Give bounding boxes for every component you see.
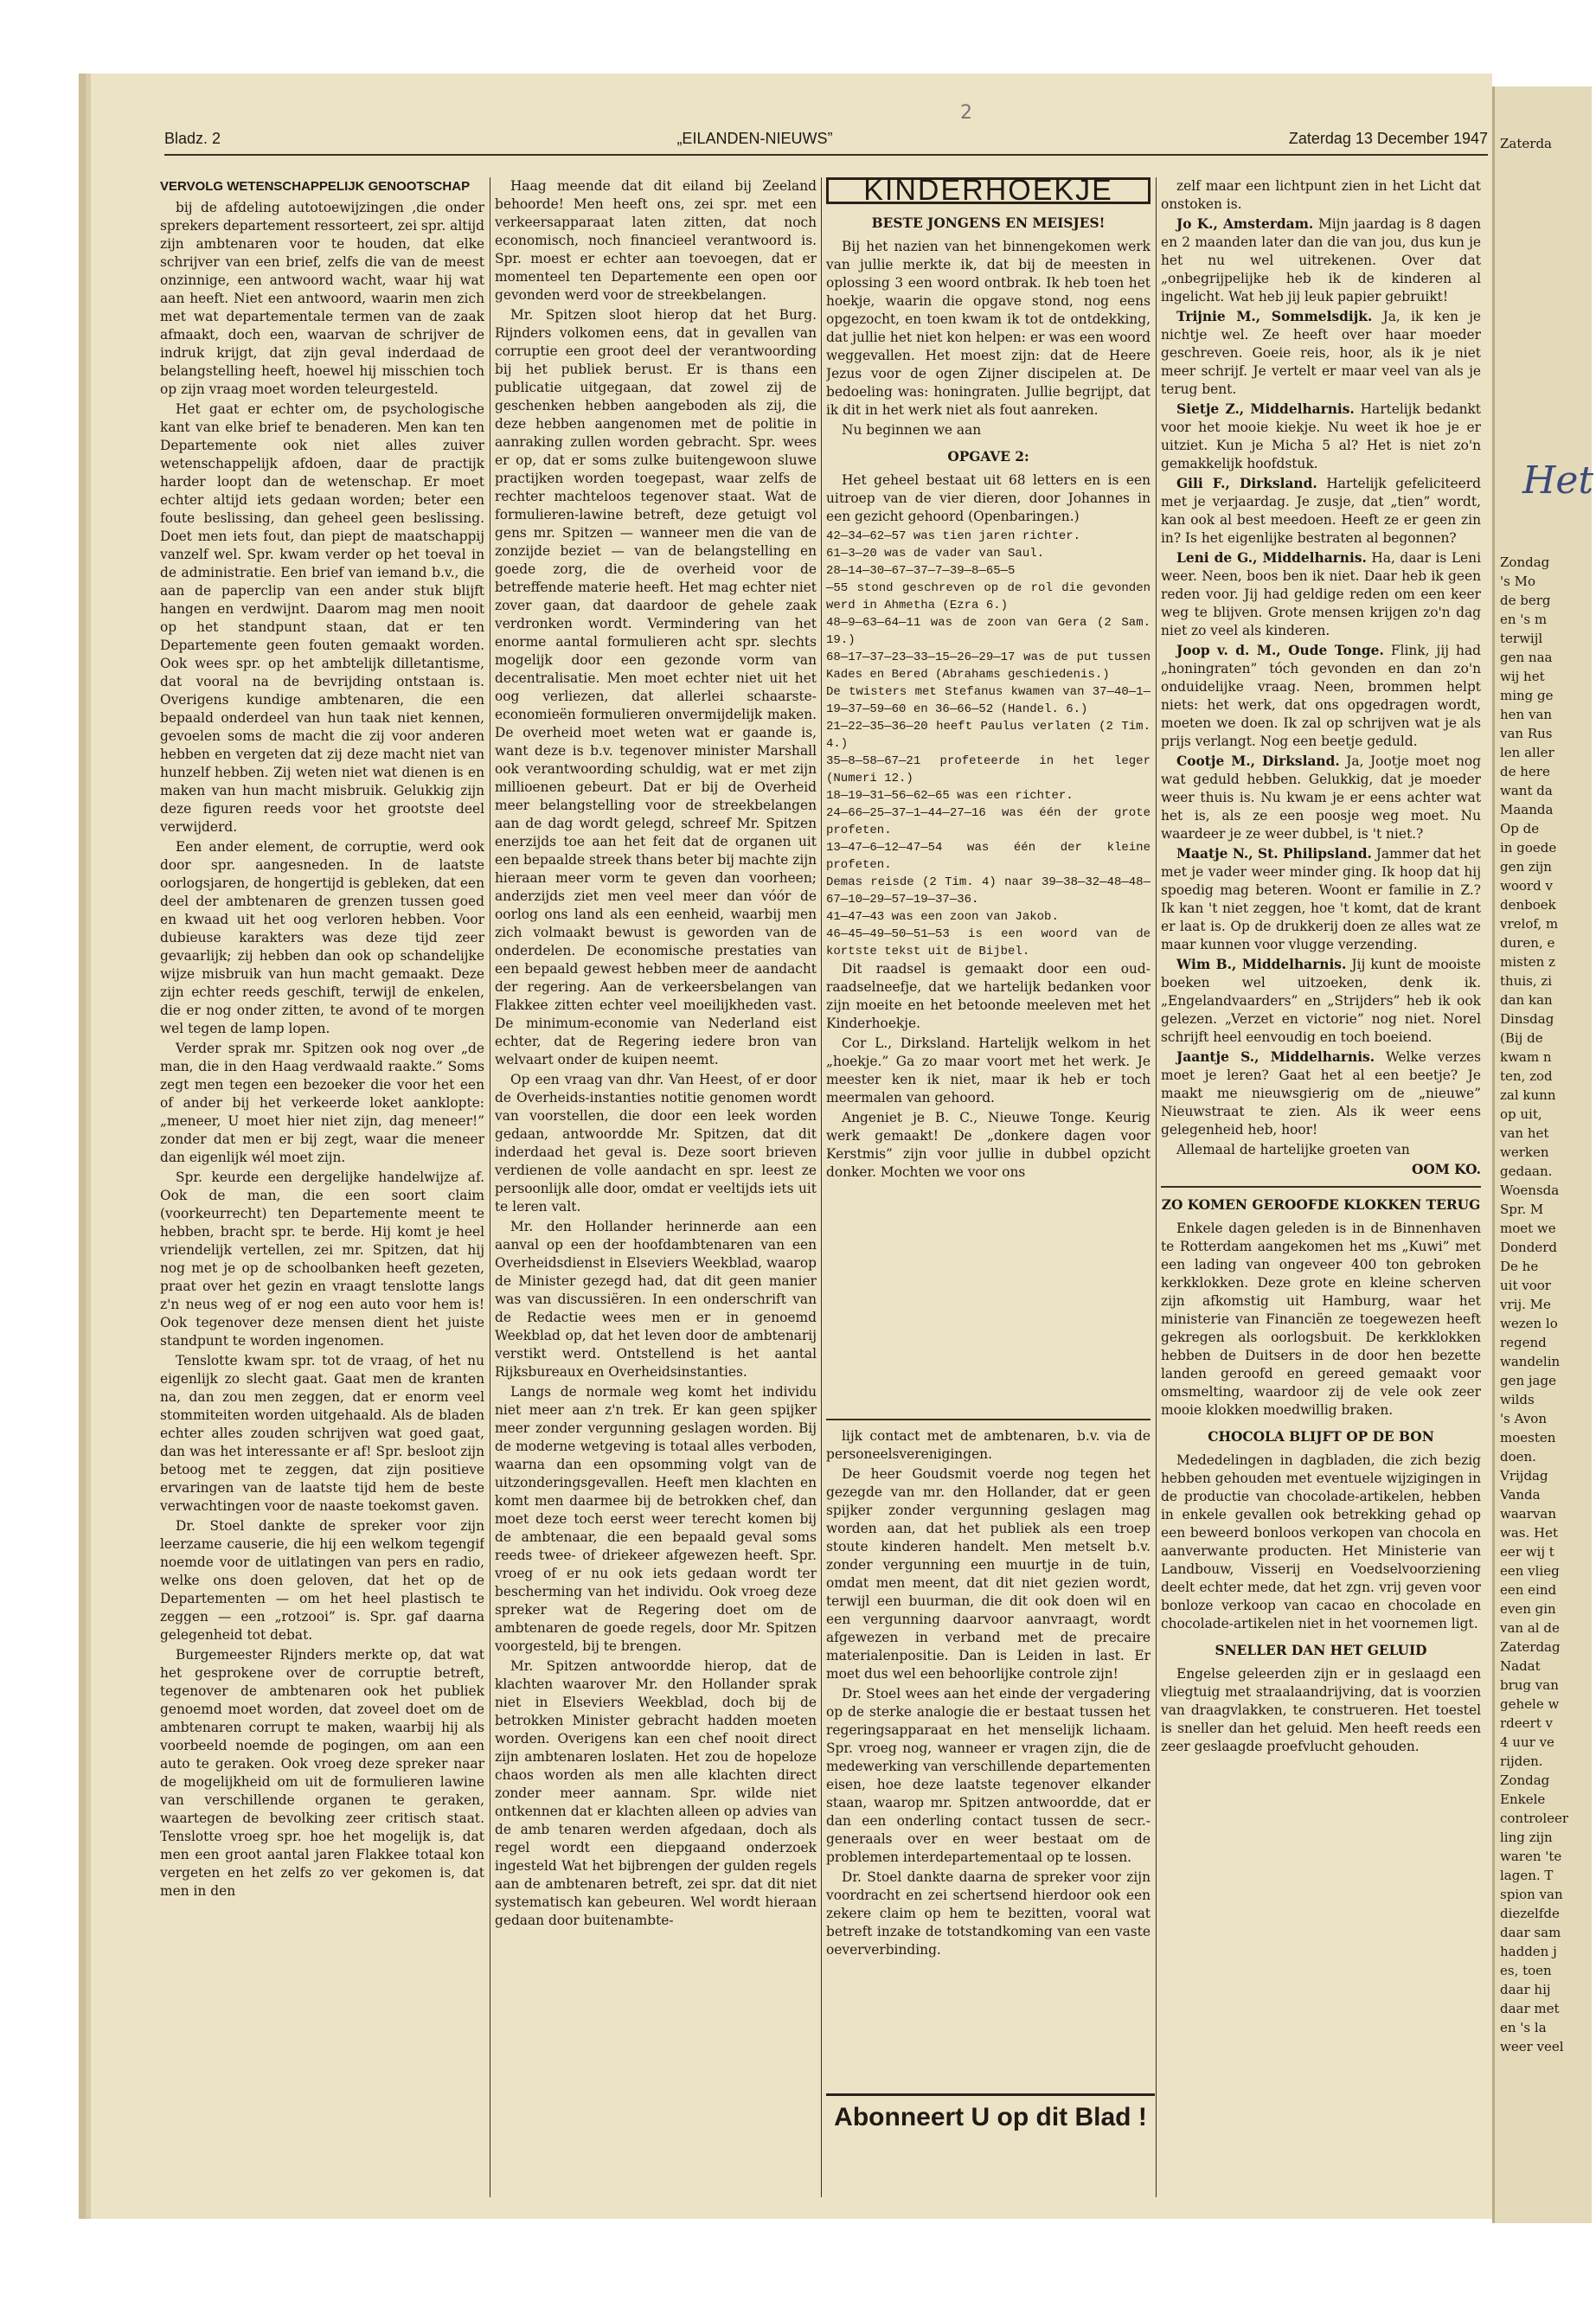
article-text: Mededelingen in dagbladen, die zich bezig hebben gehouden met eventuele wijzigingen in de productie van chocolade-artikelen, hebben in enkele gevallen ook betrekking gehad op een beweerd bonloos verkopen van chocola en aanverwante producten. Het Ministerie van Landbouw, Visserij en Voedselvoorziening deelt echter mede, dat het zgn. vrij geven voor bonloze verkoop van cacao en chocolade en chocolade-artikelen niet in het voornemen ligt.: [1161, 1452, 1481, 1631]
paragraph: lijk contact met de ambtenaren, b.v. via de personeelsverenigingen.: [826, 1428, 1151, 1462]
adjacent-page-line: uit voor: [1500, 1278, 1551, 1293]
adjacent-page-line: een eind: [1500, 1582, 1557, 1598]
adjacent-page-line: doen.: [1500, 1449, 1536, 1465]
adjacent-page-line: wandelin: [1500, 1354, 1561, 1369]
adjacent-page-line: Donderd: [1500, 1240, 1557, 1255]
letter-text: Jij kunt de mooiste boeken wel uitzoeken, denk ik. „Engelandvaarders” en „Strijders” heb ik ook gelezen. „Verzet en victorie” nog niet. Norel schrijft heel eenvoudig en toch boeiend.: [1161, 957, 1481, 1045]
adjacent-page-line: 's Avon: [1500, 1411, 1547, 1426]
letter-recipient: Jo K., Amsterdam.: [1176, 216, 1314, 232]
letter-text: Mijn jaardag is 8 dagen en 2 maanden later dan die van jou, dus kun je het nu wel uitrekenen. Over dat „onbegrijpelijke heb ik de kinderen al ingelicht. Wat heb jij leuk papier gebruikt!: [1161, 216, 1481, 304]
letter-text: Ha, daar is Leni weer. Neen, boos ben ik niet. Daar heb ik geen reden voor. Jij had geldige reden om een keer weg te blijven. Grote mensen krijgen zo'n dag niet zo veel als kinderen.: [1161, 550, 1481, 638]
paragraph: Mr. den Hollander herinnerde aan een aanval op een der hoofdambtenaren van een Overheidsdienst in Elseviers Weekblad, waarop de Minister gezegd had, dat dit geen manier was van discussiëren. In een onderschrift van de Redactie wees men er in genoemd Weekblad op, dat het leven door de ambtenarij verstikt werd. Ontstellend is het aantal Rijksbureaux en Overheidsinstanties.: [495, 1219, 817, 1380]
kinderhoekje-closing: [826, 960, 1151, 1182]
letter-reply: [1161, 753, 1481, 843]
adjacent-page-line: regend: [1500, 1335, 1547, 1350]
subscribe-banner: Abonneert U op dit Blad !: [826, 2093, 1155, 2132]
column-3: [826, 177, 1151, 1302]
paragraph: Op een vraag van dhr. Van Heest, of er door de Overheids-instanties notitie genomen wordt van voorstellen, die door een leek worden gedaan, antwoordde Mr. Spitzen, dat dit inderdaad het geval is. Deze soort brieven verdienen de volle aandacht en spr. leest ze persoonlijk alle door, omdat er veeltijds iets uit te leren valt.: [495, 1072, 817, 1215]
adjacent-page-line: misten z: [1500, 954, 1555, 970]
adjacent-page-line: en 's la: [1500, 2020, 1547, 2035]
letter-reply: [1161, 308, 1481, 399]
adjacent-page-line: lagen. T: [1500, 1868, 1554, 1883]
adjacent-page-line: daar hij: [1500, 1982, 1551, 1997]
letter-text: Hartelijk gefeliciteerd met je verjaardag. Je zusje, dat „tien” wordt, kan ook al best meedoen. Heeft ze er geen zin in? Is het eigenlijke bestraten al begonnen?: [1161, 476, 1481, 546]
adjacent-page-line: Nadat: [1500, 1658, 1541, 1674]
article-title: ZO KOMEN GEROOFDE KLOKKEN TERUG: [1161, 1197, 1481, 1213]
article-body: [826, 1427, 1151, 1959]
paragraph: Verder sprak mr. Spitzen ook nog over „de man, die in den Haag verdwaald raakte.” Soms zegt men tegen een bezoeker die voor het een of ander bij het verkeerde loket aanklopte: „meneer, U moet hier niet zijn, dag meneer!” zonder dat men er bij zegt, waar die meneer dan eigenlijk wél moet zijn.: [160, 1041, 484, 1165]
paragraph: Het gaat er echter om, de psychologische kant van elke brief te benaderen. Men kan ten Departemente ook niet alles zuiver wetenschappelijk afdoen, daar de practijk harder loopt dan de wetenschap. Er moet echter altijd iets gedaan worden; beter een foute beslissing, dan geheel geen beslissing. Doet men iets fout, dan piept de maatschappij vanzelf wel. Spr. kwam verder op het toeval in de administratie. Een brief van iemand b.v., die aan de paperclip van een ander stuk blijft hangen en verdwijnt. Daarom mag men nooit op het standpunt staan, dat er ten Departemente geen fouten gemaakt worden. Ook wees spr. op het ambtelijk dilletantisme, dat vooral na de bevrijding ontstaan is. Overigens kundige ambtenaren, die een bepaald onderdeel van hun taak niet kennen, gevoelen soms de macht die zij voor anderen hebben en vergeten dat zij deze macht niet van hunzelf hebben. Zij weten niet wat dienen is en maken van hun macht misbruik. Gelukkig zijn deze figuren reeds voor het grootste deel verwijderd.: [160, 401, 484, 835]
adjacent-page-line: Spr. M: [1500, 1202, 1544, 1217]
adjacent-page-line: len aller: [1500, 745, 1554, 760]
puzzle-clue: 42—34—62—57 was tien jaren richter.: [826, 529, 1081, 543]
letter-text: Welke verzes moet je leren? Gaat het al een beetje? Je maakt me nieuwsgierig om de „nieuwe” Nieuwstraat te zien. Als ik weer eens gelegenheid heb, hoor!: [1161, 1049, 1481, 1138]
letter-recipient: Sietje Z., Middelharnis.: [1176, 401, 1355, 417]
puzzle-clue: —55 stond geschreven op de rol die gevonden werd in Ahmetha (Ezra 6.): [826, 581, 1151, 612]
adjacent-page-line: Zondag: [1500, 554, 1550, 570]
paragraph: zelf maar een lichtpunt zien in het Licht dat onstoken is.: [1161, 178, 1481, 212]
paragraph: Burgemeester Rijnders merkte op, dat wat het gesprokene over de corruptie betreft, tegenover de ambtenaren ook het publiek genoemd moet worden, dat zoveel doet om de ambtenaren corrupt te maken, waarbij hij als voorbeeld noemde de pogingen, om aan een auto te geraken. Ook vroeg deze spreker naar de mogelijkheid om uit de formulieren lawine van verschillende organen te geraken, waartegen de bevolking zeer critisch staat. Tenslotte vroeg spr. hoe het mogelijk is, dat men een groot aantal jaren Flakkee totaal kon vergeten en het zelfs zo ver gekomen is, dat men in den: [160, 1647, 484, 1899]
adjacent-page-line: 's Mo: [1500, 574, 1535, 589]
letter-text: Ja, Jootje moet nog wat geduld hebben. Gelukkig, dat je moeder weer thuis is. Nu kwam je er eens achter wat het is, als ze een poosje weg moet. Nu waardeer je ze weer dubbel, is 't niet.?: [1161, 753, 1481, 842]
adjacent-page-line: rijden.: [1500, 1753, 1543, 1769]
paragraph: Haag meende dat dit eiland bij Zeeland behoorde! Men heeft ons, zei spr. met een verkeersapparaat laten zitten, dat noch economisch, noch financieel verantwoord is. Spr. moest er echter aan toevoegen, dat er momenteel ten Departemente een open oor gevonden werd voor de streekbelangen.: [495, 178, 817, 303]
issue-date: Zaterdag 13 December 1947: [1288, 130, 1488, 147]
adjacent-page-line: waarvan: [1500, 1506, 1556, 1522]
opgave-intro: Het geheel bestaat uit 68 letters en is een uitroep van de vier dieren, door Johannes in een gezicht gehoord (Openbaringen.): [826, 472, 1151, 524]
adjacent-page-line: de berg: [1500, 593, 1551, 608]
adjacent-page-line: moesten: [1500, 1430, 1556, 1445]
puzzle-clue: De twisters met Stefanus kwamen van 37—40—1—19—37—59—60 en 36—66—52 (Handel. 6.): [826, 685, 1151, 716]
letter-recipient: Trijnie M., Sommelsdijk.: [1176, 309, 1373, 324]
adjacent-page-line: van het: [1500, 1125, 1549, 1141]
paragraph: bij de afdeling autotoewijzingen ,die onder sprekers departement ressorteert, zei spr. altijd zijn ambtenaren voor te houden, dat elke schrijver van een brief, zelfs die van de meest onzinnige, een antwoord wacht, waar hij wat aan heeft. Niet een antwoord, waarin men zich met wat departementale termen van de zaak afmaakt, doch een, waarvan de schrijver de indruk krijgt, dat zijn geval inderdaad de belangstelling heeft, hoewel hij misschien toch op zijn vraag moet worden teleurgesteld.: [160, 200, 484, 397]
adjacent-page-line: brug van: [1500, 1677, 1559, 1693]
paragraph: Tenslotte kwam spr. tot de vraag, of het nu eigenlijk zo slecht gaat. Gaat men de kranten na, dan zou men zeggen, dat er enorm veel stommiteiten worden uitgehaald. Als de bladen echter alles zouden schrijven wat goed gaat, dan was het interessante er af! Spr. besloot zijn betoog met te zeggen, dat zijn positieve ervaringen van de laatste tijd hem de beste verwachtingen voor de naaste toekomst gaven.: [160, 1353, 484, 1514]
adjacent-page-line: rdeert v: [1500, 1715, 1553, 1731]
letter-recipient: Wim B., Middelharnis.: [1176, 957, 1347, 972]
puzzle-clue: 46—45—49—50—51—53 is een woord van de kortste tekst uit de Bijbel.: [826, 927, 1151, 958]
adjacent-page-line: duren, e: [1500, 935, 1555, 951]
column-rule: [1156, 177, 1157, 2197]
adjacent-page-line: terwijl: [1500, 631, 1543, 646]
adjacent-page-line: gen zijn: [1500, 859, 1552, 875]
letter-recipient: Joop v. d. M., Oude Tonge.: [1176, 643, 1384, 658]
adjacent-page-line: woord v: [1500, 878, 1553, 894]
letter-recipient: Jaantje S., Middelharnis.: [1176, 1049, 1375, 1065]
paragraph: Dr. Stoel wees aan het einde der vergadering op de sterke analogie die er bestaat tussen het regeringsapparaat en het menselijk lichaam. Spr. vroeg nog, wanneer er vragen zijn, die de medewerking van verschillende departementen eisen, hoe deze laatste tegenover elkander staan, waarop mr. Spitzen antwoordde, dat er dan een onderling contact tussen de secr.-generaals over en weer bestaat om de problemen interdepartementaal op te lossen.: [826, 1686, 1151, 1865]
letter-recipient: Maatje N., St. Philipsland.: [1176, 846, 1372, 862]
letter-text: Ja, ik ken je nichtje wel. Ze heeft over haar moeder geschreven. Goeie reis, hoor, als ik je niet meer schrijf. Je vertelt er maar veel van als je terug bent.: [1161, 309, 1481, 397]
puzzle-clue: 48—9—63—64—11 was de zoon van Gera (2 Sam. 19.): [826, 616, 1151, 647]
adjacent-page-line: gedaan.: [1500, 1163, 1553, 1179]
adjacent-page-line: kwam n: [1500, 1049, 1552, 1065]
column-rule: [821, 177, 822, 2197]
adjacent-page-line: de here: [1500, 764, 1550, 779]
adjacent-page-line: es, toen: [1500, 1963, 1552, 1978]
adjacent-page-line: hadden j: [1500, 1944, 1557, 1959]
letter-reply: [1161, 642, 1481, 751]
adjacent-page-line: was. Het: [1500, 1525, 1559, 1541]
adjacent-page-line: denboek: [1500, 897, 1556, 913]
letter-reply: [1161, 215, 1481, 306]
letter-reply: [1161, 1048, 1481, 1139]
adjacent-page-line: Op de: [1500, 821, 1540, 836]
adjacent-page-line: Vrijdag: [1500, 1468, 1548, 1484]
adjacent-page-line: moet we: [1500, 1221, 1556, 1236]
puzzle-clue: 28—14—30—67—37—7—39—8—65—5: [826, 564, 1016, 578]
paragraph: Spr. keurde een dergelijke handelwijze af. Ook de man, die een soort claim (voorkeurrecht) ten Departemente meent te hebben, bracht spr. te berde. Hij komt je heel vriendelijk vertellen, zei mr. Spitzen, dat hij nog met je op de schoolbanken heeft gezeten, praat over het gezin en vraagt tenslotte langs z'n neus weg of er nog een auto voor hem is! Ook tegenover deze mensen dient het juiste standpunt te worden ingenomen.: [160, 1170, 484, 1349]
adjacent-page-line: daar sam: [1500, 1925, 1561, 1940]
kinderhoekje-body: [826, 238, 1151, 439]
adjacent-page-line: Woensda: [1500, 1183, 1560, 1198]
adjacent-page-line: gen jage: [1500, 1373, 1556, 1388]
adjacent-page-line: want da: [1500, 783, 1553, 798]
article-heading: VERVOLG WETENSCHAPPELIJK GENOOTSCHAP: [160, 179, 471, 194]
opgave-title: OPGAVE 2:: [947, 449, 1029, 465]
adjacent-page-line: werken: [1500, 1144, 1549, 1160]
puzzle-clue: 35—8—58—67—21 profeteerde in het leger (Numeri 12.): [826, 754, 1151, 785]
adjacent-page-line: een vlieg: [1500, 1563, 1560, 1579]
adjacent-page-line: controleer: [1500, 1811, 1569, 1826]
adjacent-page-line: diezelfde: [1500, 1906, 1560, 1921]
adjacent-page-header: Zaterda: [1500, 136, 1552, 151]
page-number: Bladz. 2: [164, 130, 221, 147]
adjacent-page-line: en 's m: [1500, 612, 1548, 627]
section-rule: [1161, 1186, 1481, 1188]
puzzle-clue: 24—66—25—37—1—44—27—16 was één der grote profeten.: [826, 806, 1151, 837]
newspaper-name: „EILANDEN-NIEUWS”: [676, 130, 833, 147]
puzzle-clue: 18—19—31—56—62—65 was een richter.: [826, 789, 1074, 803]
paragraph: Nu beginnen we aan: [842, 422, 982, 438]
letter-recipient: Cootje M., Dirksland.: [1176, 753, 1340, 769]
article-continuation: [826, 1427, 1151, 2016]
article-title: CHOCOLA BLIJFT OP DE BON: [1208, 1429, 1434, 1445]
kinderhoekje-title: KINDERHOEKJE: [826, 177, 1151, 204]
adjacent-page-line: 4 uur ve: [1500, 1734, 1554, 1750]
adjacent-page-line: van al de: [1500, 1620, 1560, 1636]
adjacent-page-line: eer wij t: [1500, 1544, 1554, 1560]
letter-recipient: Leni de G., Middelharnis.: [1176, 550, 1367, 566]
paragraph: Dit raadsel is gemaakt door een oud-raadselneefje, dat we hartelijk bedanken voor zijn moeite en het betoonde meeleven met het Kinderhoekje.: [826, 961, 1151, 1031]
paragraph: Cor L., Dirksland. Hartelijk welkom in het „hoekje.” Ga zo maar voort met het werk. Je meester ken ik niet, maar ik heb er toch meermalen van gehoord.: [826, 1035, 1151, 1106]
puzzle-clue: 21—22—35—36—20 heeft Paulus verlaten (2 Tim. 4.): [826, 720, 1151, 751]
adjacent-page-line: Maanda: [1500, 802, 1554, 817]
adjacent-page-line: wilds: [1500, 1392, 1535, 1407]
handwritten-page-number: 2: [960, 102, 972, 124]
column-4: [1161, 177, 1481, 2202]
letter-text: Jammer dat het met je vader weer minder ging. Ik hoop dat hij spoedig mag beteren. Woont er familie in Z.? Ik kan 't niet zeggen, hoe 't komt, dat de krant er laat is. Op de drukkerij doen ze alles wat ze maar kunnen voor vlugge verzending.: [1161, 846, 1481, 952]
adjacent-page-line: Dinsdag: [1500, 1011, 1554, 1027]
paragraph: De heer Goudsmit voerde nog tegen het gezegde van mr. den Hollander, dat er geen spijker zonder vergunning geslagen mag worden aan, dat het publiek als een troep stoute kinderen handelt. Men metselt b.v. zonder vergunning een muurtje in de tuin, omdat men meent, dat dit niet gezien wordt, terwijl een buurman, die dit ook doen wil en een vergunning daarvoor aanvraagt, wordt afgewezen in verband met de precaire materialenpositie. Dan is Leiden in last. Er moet dus wel een behoorlijke controle zijn!: [826, 1466, 1151, 1682]
adjacent-page-line: wij het: [1500, 669, 1545, 684]
closing-greeting: Allemaal de hartelijke groeten van: [1176, 1142, 1410, 1157]
letter-reply: [1161, 956, 1481, 1047]
page-header: [164, 130, 1488, 156]
adjacent-page-line: Enkele: [1500, 1791, 1546, 1807]
letter-text: Hartelijk bedankt voor het mooie kiekje. Nu weet ik hoe je er uitziet. Kun je Micha 5 al? Het is niet zo'n gemakkelijk hoofdstuk.: [1161, 401, 1481, 471]
column-2: [495, 177, 817, 2202]
puzzle-clues: [826, 528, 1151, 960]
adjacent-page-line: vrelof, m: [1500, 916, 1559, 932]
paragraph: Dr. Stoel dankte daarna de spreker voor zijn voordracht en zei schertsend hierdoor ook een zekere claim op hem te bezitten, vooral wat betreft inzake de totstandkoming van een vaste oeververbinding.: [826, 1869, 1151, 1958]
adjacent-page-line: ming ge: [1500, 688, 1554, 703]
article-title: SNELLER DAN HET GELUID: [1215, 1643, 1427, 1658]
adjacent-page-line: spion van: [1500, 1887, 1563, 1902]
adjacent-page-line: van Rus: [1500, 726, 1553, 741]
paragraph: Mr. Spitzen antwoordde hierop, dat de klachten waarover Mr. den Hollander sprak niet in Elseviers Weekblad, doch bij de betrokken Minister gebracht hadden moeten worden. Overigens kan een chef nooit direct zijn ambtenaren loslaten. Het zou de hopeloze chaos worden als men alle klachten direct zonder meer aannam. Spr. wilde niet ontkennen dat er klachten alleen op advies van de amb tenaren werden afgedaan, doch als regel wordt een diepgaand onderzoek ingesteld Wat het bijbrengen der gulden regels aan de ambtenaren betreft, zei spr. dat dit niet systematisch kan gebeuren. Wel wordt hieraan gedaan door buitenambte-: [495, 1658, 817, 1928]
adjacent-page-edge: [1492, 87, 1592, 2223]
signature: OOM KO.: [1411, 1162, 1481, 1177]
puzzle-clue: 61—3—20 was de vader van Saul.: [826, 547, 1045, 561]
adjacent-page-line: Vanda: [1500, 1487, 1541, 1503]
greeting: BESTE JONGENS EN MEISJES!: [871, 215, 1106, 231]
paragraph: Angeniet je B. C., Nieuwe Tonge. Keurig werk gemaakt! De „donkere dagen voor Kerstmis” zijn voor jullie in dubbel opzicht donker. Mochten we voor ons: [826, 1110, 1151, 1180]
adjacent-page-line: waren 'te: [1500, 1849, 1562, 1864]
adjacent-page-line: De he: [1500, 1259, 1539, 1274]
paragraph: Een ander element, de corruptie, werd ook door spr. aangesneden. In de laatste oorlogsjaren, de hongertijd is gebleken, dat een deel der ambtenaren de grenzen tussen goed en kwaad uit het oog verloren hebben. Voor dubieuse karakters was deze tijd zeer gevaarlijk; zij hebben dan ook op schandelijke wijze misbruik van hun macht gemaakt. Deze zijn echter reeds geschift, terwijl de enkelen, die er nog onder zitten, te avond of te morgen wel tegen de lamp lopen.: [160, 839, 484, 1036]
article-text: Engelse geleerden zijn er in geslaagd een vliegtuig met straalaandrijving, dat is voorzien van draagvlakken, te construeren. Het toestel is sneller dan het geluid. Men heeft reeds een zeer geslaagde proefvlucht gehouden.: [1161, 1666, 1481, 1754]
adjacent-page-line: even gin: [1500, 1601, 1556, 1617]
adjacent-page-line: thuis, zi: [1500, 973, 1553, 989]
puzzle-clue: 68—17—37—23—33—15—26—29—17 was de put tussen Kades en Bered (Abrahams geschiedenis.): [826, 651, 1151, 682]
adjacent-page-line: op uit,: [1500, 1106, 1542, 1122]
adjacent-page-line: in goede: [1500, 840, 1557, 856]
adjacent-page-line: hen van: [1500, 707, 1553, 722]
adjacent-page-line: Zaterdag: [1500, 1639, 1561, 1655]
letter-text: Flink, jij had „honingraten” tóch gevonden en dan zo'n onduidelijke vraag. Neen, brommen helpt niets: het werk, dat ons opgedragen wordt, moeten we doen. Ik zal op schrijven wat je als prijs verlangt. Nog een beetje geduld.: [1161, 643, 1481, 749]
letters-list: [1161, 215, 1481, 1139]
letter-recipient: Gili F., Dirksland.: [1176, 476, 1317, 491]
adjacent-page-line: weer veel: [1500, 2039, 1564, 2054]
adjacent-page-line: dan kan: [1500, 992, 1553, 1008]
article-body: [495, 177, 817, 1930]
article-body: [160, 199, 484, 1900]
puzzle-clue: 41—47—43 was een zoon van Jakob.: [826, 910, 1059, 924]
adjacent-page-line: ling zijn: [1500, 1830, 1553, 1845]
letter-reply: [1161, 549, 1481, 640]
column-1: [160, 177, 484, 2202]
adjacent-page-line: Zondag: [1500, 1772, 1550, 1788]
paragraph: Mr. Spitzen sloot hierop dat het Burg. Rijnders volkomen eens, dat in gevallen van corruptie een groot deel der verantwoording bij het publiek berust. Er is thans een publicatie uitgegaan, dat zowel zij de geschenken hebben aangeboden als zij, die deze hebben aangenomen met de politie in aanraking zullen worden gebracht. Spr. wees er op, dat er soms zulke buitengewoon sluwe practijken worden toegepast, waar zelfs de rechter machteloos tegenover staat. Wat de formulieren-lawine betreft, deze getuigt vol gens mr. Spitzen — wanneer men die van de zonzijde beziet — van de belangstelling en goede zorg, die de overheid voor de betreffende materie heeft. Het mag echter niet zover gaan, dat daardoor de gehele zaak verdronken wordt. Vermindering van het enorme aantal formulieren acht spr. slechts mogelijk door een gezonde vorm van decentralisatie. Men moet echter niet uit het oog verliezen, dat allerlei schaarste-economieën formulieren onvermijdelijk maken. De overheid moet weten wat er gaande is, want deze is b.v. tegenover minister Marshall ook verantwoording schuldig, wat er met zijn millioenen gebeurt. Dat er bij de Overheid meer belangstelling voor de streekbelangen aan de dag wordt gelegd, schreef Mr. Spitzen enerzijds toe aan het feit dat de organen uit een bepaalde streek thans beter bij machte zijn hieraan meer vorm te geven dan voorheen; anderzijds ziet men veel meer dan vóór de oorlog ons land als een eenheid, waarbij men zich volmaakt bewust is geworden van de onderdelen. De economische prestaties van een bepaald gewest hebben meer de aandacht der regering. Aan de verkeersbelangen van Flakkee zitten echter veel moeilijkheden vast. De minimum-economie van Nederland eist echter, dat de Regering iedere bron van welvaart onder de kuipen neemt.: [495, 307, 817, 1067]
handwritten-annotation: Het: [1522, 458, 1594, 503]
article-text: Enkele dagen geleden is in de Binnenhaven te Rotterdam aangekomen het ms „Kuwi” met een lading van ongeveer 400 ton gebroken kerkklokken. Deze grote en kleine scherven zijn afkomstig uit Hamburg, waar het ministerie van Financiën ze toegewezen heeft gekregen als oorlogsbuit. De kerkklokken hebben de Duitsers in de door hen bezette landen geroofd en gereed gemaakt voor omsmelting, waardoor zij de vele ook zeer mooie klokken moedwillig braken.: [1161, 1221, 1481, 1418]
adjacent-page-line: gen naa: [1500, 650, 1553, 665]
adjacent-page-line: daar met: [1500, 2001, 1560, 2016]
section-rule: [826, 1419, 1151, 1420]
adjacent-page-line: ten, zod: [1500, 1068, 1553, 1084]
letter-reply: [1161, 845, 1481, 954]
paragraph: Bij het nazien van het binnengekomen werk van jullie merkte ik, dat bij de meesten in oplossing 3 een woord ontbrak. Ik heb toen het hoekje, waarin die opgave stond, nog eens opgezocht, en toen kwam ik tot de ontdekking, dat jullie het niet kon helpen: er was een woord weggevallen. Het moest zijn: dat de Heere Jezus voor de ogen Zijner discipelen at. De bedoeling was: honingraten. Jullie begrijpt, dat ik dit in het werk niet als fout aanreken.: [826, 239, 1151, 418]
puzzle-clue: Demas reisde (2 Tim. 4) naar 39—38—32—48—48—67—10—29—57—19—37—36.: [826, 875, 1151, 907]
puzzle-clue: 13—47—6—12—47—54 was één der kleine profeten.: [826, 841, 1151, 872]
letter-reply: [1161, 475, 1481, 548]
adjacent-page-line: vrij. Me: [1500, 1297, 1551, 1312]
adjacent-page-line: zal kunn: [1500, 1087, 1556, 1103]
paragraph: Langs de normale weg komt het individu niet meer aan z'n trek. Er kan geen spijker meer zonder vergunning geslagen worden. Bij de moderne wetgeving is totaal alles verboden, waarna dan een opsomming volgt van de uitzonderingsgevallen. Heeft men klachten en komt men daarmee bij de betrokken chef, dan moet deze toch eerst weer terecht komen bij de ambtenaar, die een bepaald geval soms reeds twee- of driekeer afgewezen heeft. Spr. vroeg of er nu ook iets gedaan wordt ter bescherming van het individu. Ook vroeg deze spreker wat de Regering doet om de ambtenaren de goede regels, door Mr. Spitzen voorgesteld, bij te brengen.: [495, 1384, 817, 1654]
letters-top: [1161, 177, 1481, 214]
adjacent-page-line: gehele w: [1500, 1696, 1560, 1712]
paragraph: Dr. Stoel dankte de spreker voor zijn leerzame causerie, die hij een welkom tegengif noemde voor de uitlatingen van pers en radio, welke ons doen geloven, dat het op de Departementen — om het heel plastisch te zeggen — een „rotzooi” is. Spr. gaf daarna gelegenheid tot debat.: [160, 1518, 484, 1643]
adjacent-page-line: wezen lo: [1500, 1316, 1558, 1331]
adjacent-page-line: (Bij de: [1500, 1030, 1543, 1046]
letter-reply: [1161, 401, 1481, 473]
